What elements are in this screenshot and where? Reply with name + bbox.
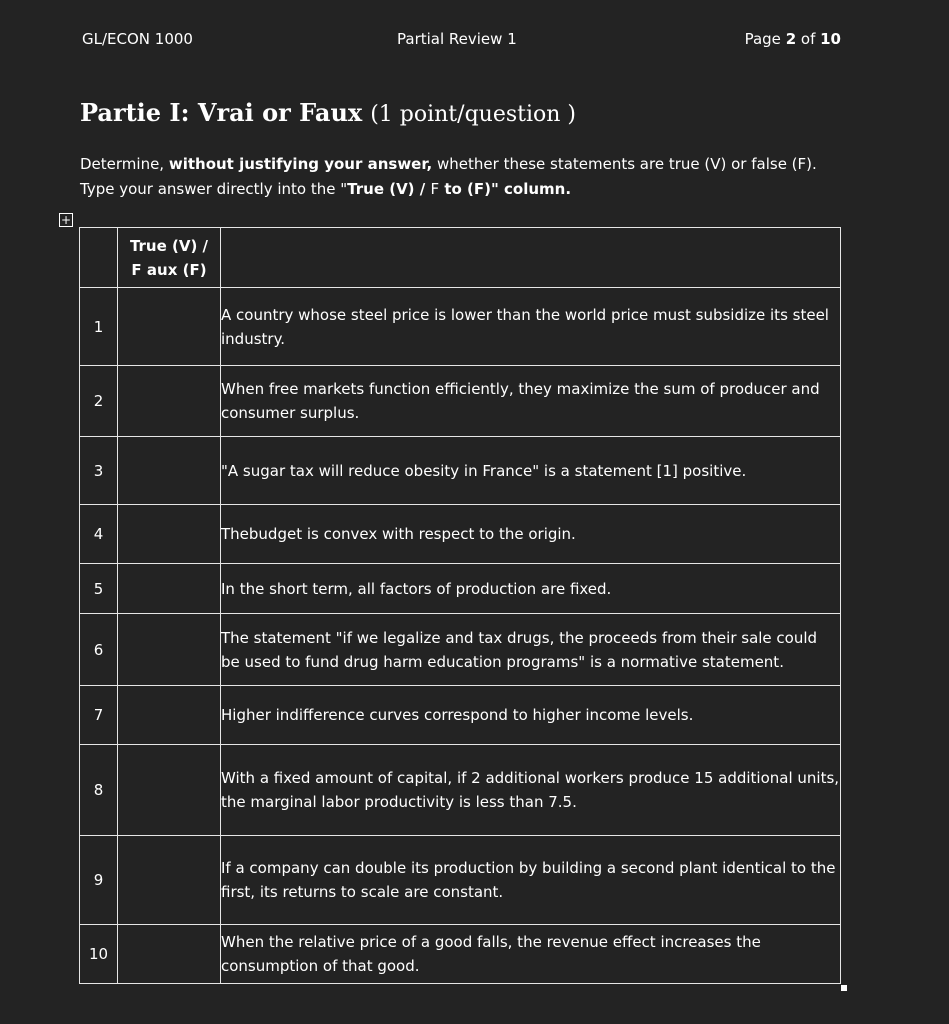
- statement-text: When the relative price of a good falls, the revenue effect increases the consumption of that good.: [221, 925, 841, 984]
- section-title: [80, 98, 576, 127]
- section-title-sub: (1 point/question ): [370, 102, 576, 127]
- table-move-handle-icon[interactable]: +: [60, 213, 72, 227]
- row-number: 8: [80, 745, 118, 836]
- section-title-main: Partie I: Vrai or Faux: [80, 98, 363, 127]
- table-resize-handle[interactable]: [841, 985, 847, 991]
- statement-text: With a fixed amount of capital, if 2 additional workers produce 15 additional units, the marginal labor productivity is less than 7.5.: [221, 745, 841, 836]
- page-current: 2: [785, 30, 797, 48]
- number-header-cell: [80, 228, 118, 288]
- instructions-line-1: Determine, without justifying your answer, whether these statements are true (V) or false (F).: [80, 155, 817, 173]
- row-number: 3: [80, 437, 118, 505]
- row-number: 9: [80, 836, 118, 925]
- table-header-row: [80, 228, 841, 288]
- statement-text: In the short term, all factors of production are fixed.: [221, 564, 841, 614]
- table-row: [80, 745, 841, 836]
- table-row: [80, 614, 841, 686]
- answer-cell[interactable]: [118, 614, 221, 686]
- table-row: [80, 288, 841, 366]
- page-header: [0, 30, 949, 54]
- answer-cell[interactable]: [118, 437, 221, 505]
- page-number: Page 2 of 10: [744, 30, 841, 48]
- answer-cell[interactable]: [118, 686, 221, 745]
- statement-text: The statement "if we legalize and tax drugs, the proceeds from their sale could be used to fund drug harm education programs" is a normative statement.: [221, 614, 841, 686]
- row-number: 5: [80, 564, 118, 614]
- true-false-table: [79, 227, 841, 984]
- statement-header-cell: [221, 228, 841, 288]
- answer-cell[interactable]: [118, 925, 221, 984]
- answer-cell[interactable]: [118, 564, 221, 614]
- answer-cell[interactable]: [118, 505, 221, 564]
- statement-text: A country whose steel price is lower than the world price must subsidize its steel industry.: [221, 288, 841, 366]
- page-total: 10: [820, 30, 841, 48]
- row-number: 6: [80, 614, 118, 686]
- answer-column-header: True (V) / F aux (F): [118, 228, 221, 288]
- row-number: 7: [80, 686, 118, 745]
- instructions: [80, 152, 860, 202]
- table-row: [80, 925, 841, 984]
- table-row: [80, 686, 841, 745]
- answer-cell[interactable]: [118, 366, 221, 437]
- table-row: [80, 836, 841, 925]
- row-number: 10: [80, 925, 118, 984]
- statement-text: "A sugar tax will reduce obesity in France" is a statement [1] positive.: [221, 437, 841, 505]
- statement-text: If a company can double its production by building a second plant identical to the first, its returns to scale are constant.: [221, 836, 841, 925]
- statement-text: Thebudget is convex with respect to the origin.: [221, 505, 841, 564]
- statement-text: When free markets function efficiently, they maximize the sum of producer and consumer surplus.: [221, 366, 841, 437]
- row-number: 4: [80, 505, 118, 564]
- answer-cell[interactable]: [118, 836, 221, 925]
- answer-cell[interactable]: [118, 288, 221, 366]
- table-row: [80, 437, 841, 505]
- row-number: 1: [80, 288, 118, 366]
- row-number: 2: [80, 366, 118, 437]
- table-row: [80, 505, 841, 564]
- statement-text: Higher indifference curves correspond to higher income levels.: [221, 686, 841, 745]
- course-code: GL/ECON 1000: [82, 30, 193, 48]
- table-row: [80, 366, 841, 437]
- table-row: [80, 564, 841, 614]
- document-title: Partial Review 1: [397, 30, 517, 48]
- answer-cell[interactable]: [118, 745, 221, 836]
- instructions-line-2: Type your answer directly into the "True (V) / F to (F)" column.: [80, 180, 572, 198]
